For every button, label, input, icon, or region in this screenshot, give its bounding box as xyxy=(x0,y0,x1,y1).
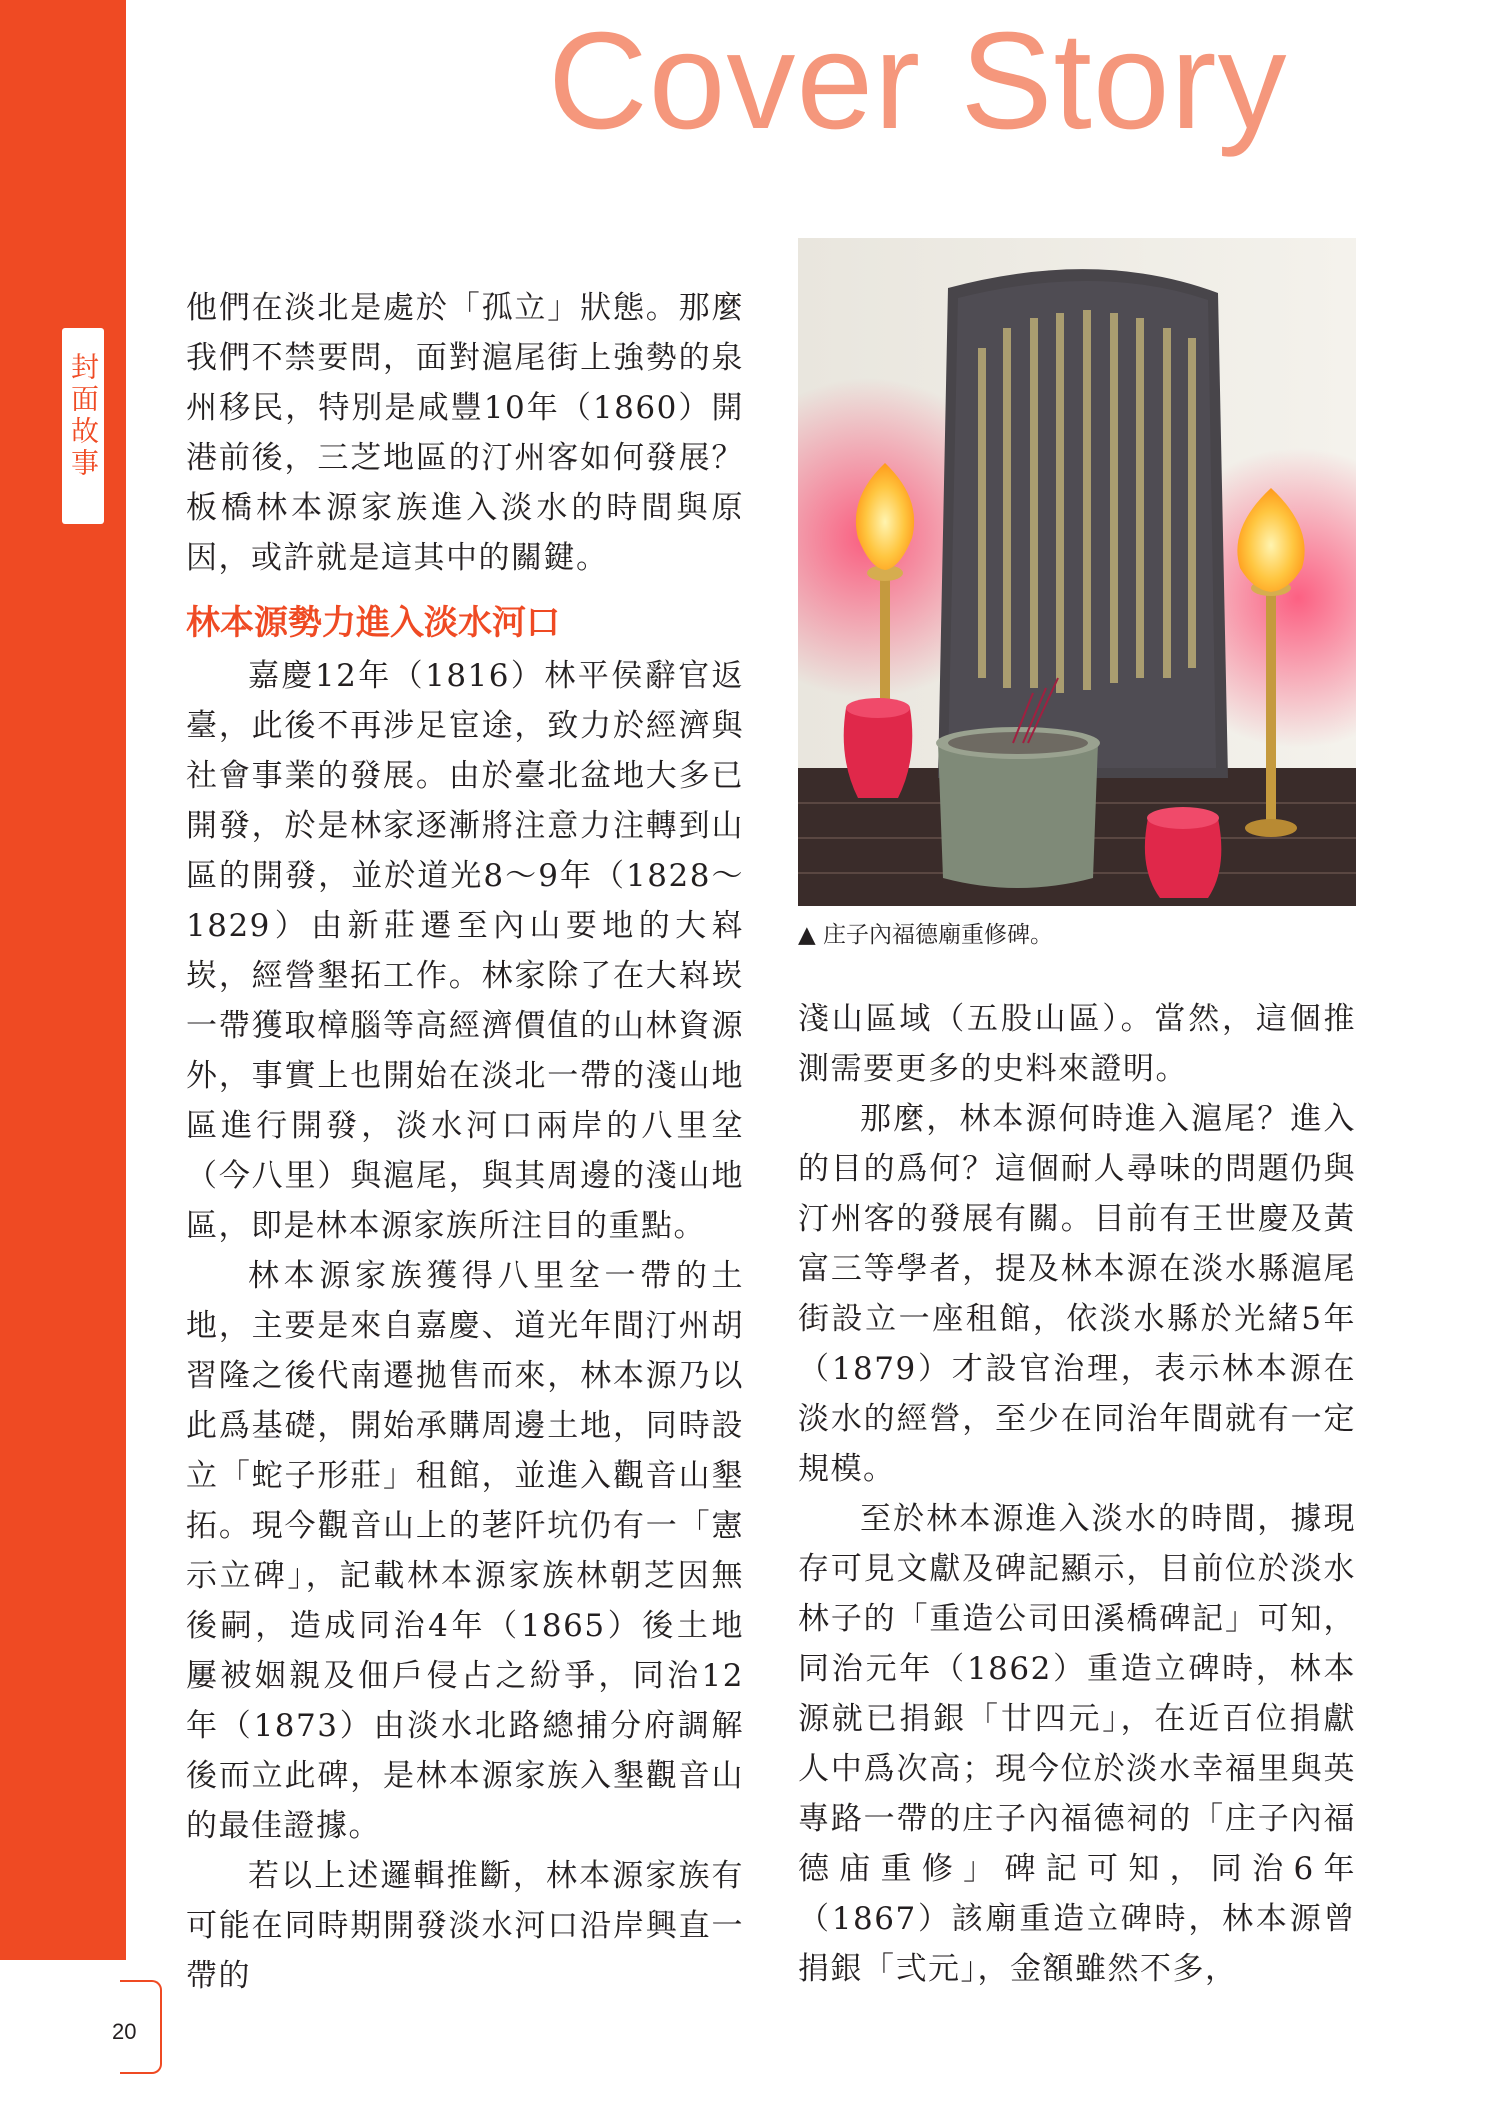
body-paragraph: 嘉慶12年（1816）林平侯辭官返臺，此後不再涉足宦途，致力於經濟與社會事業的發展。由於臺北盆地大多已開發，於是林家逐漸將注意力注轉到山區的開發，並於道光8～9年（1828～1829）由新莊遷至內山要地的大嵙崁，經營墾拓工作。林家除了在大嵙崁一帶獲取樟腦等高經濟價值的山林資源外，事實上也開始在淡北一帶的淺山地區進行開發，淡水河口兩岸的八里坌（今八里）與滬尾，與其周邊的淺山地區，即是林本源家族所注目的重點。 xyxy=(186,658,744,1244)
stele-illustration xyxy=(798,238,1356,906)
section-tab-label: 封面故事 xyxy=(67,352,100,480)
page-header-title: Cover Story xyxy=(548,4,1288,158)
section-heading: 林本源勢力進入淡水河口 xyxy=(186,603,560,643)
body-paragraph: 至於林本源進入淡水的時間，據現存可見文獻及碑記顯示，目前位於淡水林子的「重造公司田溪橋碑記」可知，同治元年（1862）重造立碑時，林本源就已捐銀「廿四元」，在近百位捐獻人中爲次高；現今位於淡水幸福里與英專路一帶的庄子內福德祠的「庄子內福德庙重修」碑記可知，同治6年（1867）該廟重造立碑時，林本源曾捐銀「弍元」，金額雖然不多， xyxy=(798,1501,1356,1987)
stele-photo xyxy=(798,238,1356,906)
side-color-bar xyxy=(0,0,126,1960)
section-tab xyxy=(62,328,104,524)
page-number: 20 xyxy=(112,2019,137,2044)
body-paragraph: 淺山區域（五股山區）。當然，這個推測需要更多的史料來證明。 xyxy=(798,1001,1356,1087)
body-paragraph: 若以上述邏輯推斷，林本源家族有可能在同時期開發淡水河口沿岸興直一帶的 xyxy=(186,1858,744,1994)
body-paragraph: 林本源家族獲得八里坌一帶的土地，主要是來自嘉慶、道光年間汀州胡習隆之後代南遷拋售而來，林本源乃以此爲基礎，開始承購周邊土地，同時設立「蛇子形莊」租館，並進入觀音山墾拓。現今觀音山上的荖阡坑仍有一「憲示立碑」，記載林本源家族林朝芝因無後嗣，造成同治4年（1865）後土地屢被姻親及佃戶侵占之紛爭，同治12年（1873）由淡水北路總捕分府調解後而立此碑，是林本源家族入墾觀音山的最佳證據。 xyxy=(186,1258,744,1844)
left-column xyxy=(186,283,744,2001)
body-paragraph: 那麼，林本源何時進入滬尾？進入的目的爲何？這個耐人尋味的問題仍與汀州客的發展有關。目前有王世慶及黃富三等學者，提及林本源在淡水縣滬尾街設立一座租館，依淡水縣於光緒5年（1879）才設官治理，表示林本源在淡水的經營，至少在同治年間就有一定規模。 xyxy=(798,1101,1356,1487)
figure-caption: ▲ 庄子內福德廟重修碑。 xyxy=(798,922,1053,948)
right-column xyxy=(798,994,1356,1994)
intro-paragraph: 他們在淡北是處於「孤立」狀態。那麼我們不禁要問，面對滬尾街上強勢的泉州移民，特別是咸豐10年（1860）開港前後，三芝地區的汀州客如何發展？板橋林本源家族進入淡水的時間與原因，或許就是這其中的關鍵。 xyxy=(186,290,744,576)
